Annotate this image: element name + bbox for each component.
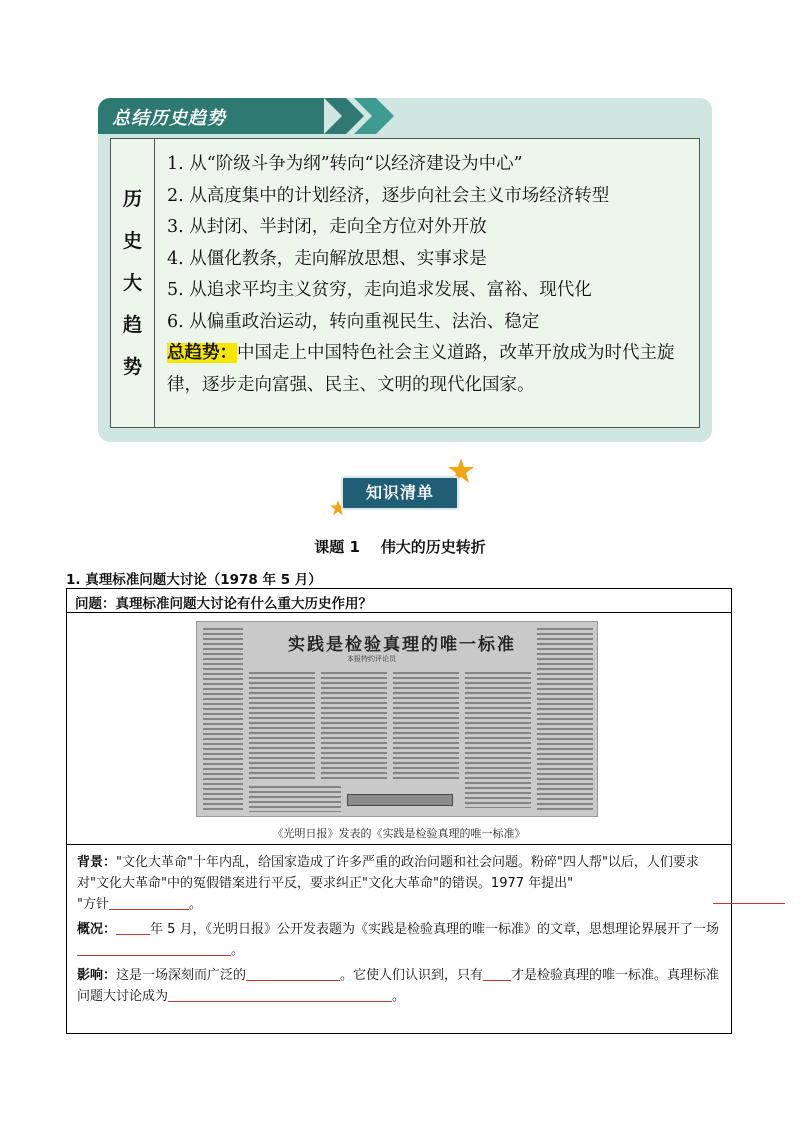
newspaper-headline: 实践是检验真理的唯一标准 xyxy=(288,635,516,655)
newspaper-column xyxy=(321,672,387,782)
summary-label: 总趋势： xyxy=(167,343,237,363)
newspaper-column xyxy=(393,672,459,782)
fill-blank[interactable] xyxy=(116,921,150,935)
fill-blank-overflow xyxy=(713,903,785,904)
newspaper-box xyxy=(347,794,453,806)
overview-label: 概况： xyxy=(77,922,117,937)
section-heading: 1. 真理标准问题大讨论（1978 年 5 月） xyxy=(66,572,322,588)
background-paragraph xyxy=(77,852,721,915)
trend-item: 4. 从僵化教条，走向解放思想、实事求是 xyxy=(167,248,487,269)
side-char: 势 xyxy=(122,356,142,378)
overview-paragraph xyxy=(77,919,721,961)
trend-item: 6. 从偏重政治运动，转向重视民生、法治、稳定 xyxy=(167,311,540,332)
knowledge-list-badge: 知识清单 xyxy=(341,476,459,510)
fill-blank[interactable] xyxy=(77,942,231,956)
newspaper-column xyxy=(203,628,243,812)
question-row: 问题：真理标准问题大讨论有什么重大历史作用？ xyxy=(67,589,731,613)
newspaper-byline: 本报特约评论员 xyxy=(347,655,396,663)
side-char: 史 xyxy=(122,230,142,252)
side-char: 趋 xyxy=(122,314,142,336)
image-caption: 《光明日报》发表的《实践是检验真理的唯一标准》 xyxy=(272,827,526,840)
fill-blank[interactable] xyxy=(483,967,511,981)
newspaper-column xyxy=(465,672,531,808)
side-char: 历 xyxy=(122,188,142,210)
fill-blank[interactable] xyxy=(168,988,392,1002)
fill-blank[interactable] xyxy=(246,967,340,981)
trend-banner-title: 总结历史趋势 xyxy=(112,108,226,129)
impact-paragraph xyxy=(77,965,721,1007)
fill-blank[interactable] xyxy=(109,896,189,910)
background-label: 背景： xyxy=(77,855,117,870)
question-table xyxy=(66,588,732,1034)
overview-text: 年 5 月，《光明日报》公开发表题为《实践是检验真理的唯一标准》的文章，思想理论界展开了一场 xyxy=(150,922,720,937)
impact-label: 影响： xyxy=(77,968,117,983)
background-text: "方针 xyxy=(77,897,109,912)
trend-summary xyxy=(167,338,692,401)
impact-text: 这是一场深刻而广泛的 xyxy=(116,968,247,983)
overview-text: 。 xyxy=(231,943,245,958)
trend-item: 2. 从高度集中的计划经济，逐步向社会主义市场经济转型 xyxy=(167,185,610,206)
trend-banner xyxy=(98,98,324,134)
background-text: 。 xyxy=(188,897,202,912)
trend-item: 5. 从追求平均主义贫穷，走向追求发展、富裕、现代化 xyxy=(167,280,592,300)
trend-item: 1. 从“阶级斗争为纲”转向“以经济建设为中心” xyxy=(167,154,523,174)
image-row xyxy=(67,613,731,845)
summary-text: 中国走上中国特色社会主义道路，改革开放成为时代主旋律，逐步走向富强、民主、文明的现代化国家。 xyxy=(167,343,675,395)
side-char: 大 xyxy=(122,272,142,294)
newspaper-image xyxy=(196,621,598,817)
lesson-title: 课题 1 伟大的历史转折 xyxy=(314,538,486,556)
trend-side-label xyxy=(111,139,155,427)
impact-text: 。 xyxy=(392,989,406,1004)
trend-list xyxy=(167,149,692,401)
trend-content-box xyxy=(110,138,700,428)
impact-text: 才是检验真理的唯一标准。真理标准问题大讨论成为 xyxy=(77,968,720,1004)
newspaper-column xyxy=(537,628,593,812)
background-text: "文化大革命"十年内乱，给国家造成了许多严重的政治问题和社会问题。粉碎"四人帮"以后，人们要求对"文化大革命"中的冤假错案进行平反，要求纠正"文化大革命"的错误。1977 年提出" xyxy=(77,855,699,891)
trend-item: 3. 从封闭、半封闭，走向全方位对外开放 xyxy=(167,217,487,237)
chevron-right-icon xyxy=(324,98,420,134)
history-trend-panel xyxy=(98,98,712,442)
impact-text: 。它使人们认识到，只有 xyxy=(340,968,484,983)
newspaper-column xyxy=(249,672,315,782)
answer-content xyxy=(67,846,731,1013)
newspaper-column xyxy=(249,786,341,812)
